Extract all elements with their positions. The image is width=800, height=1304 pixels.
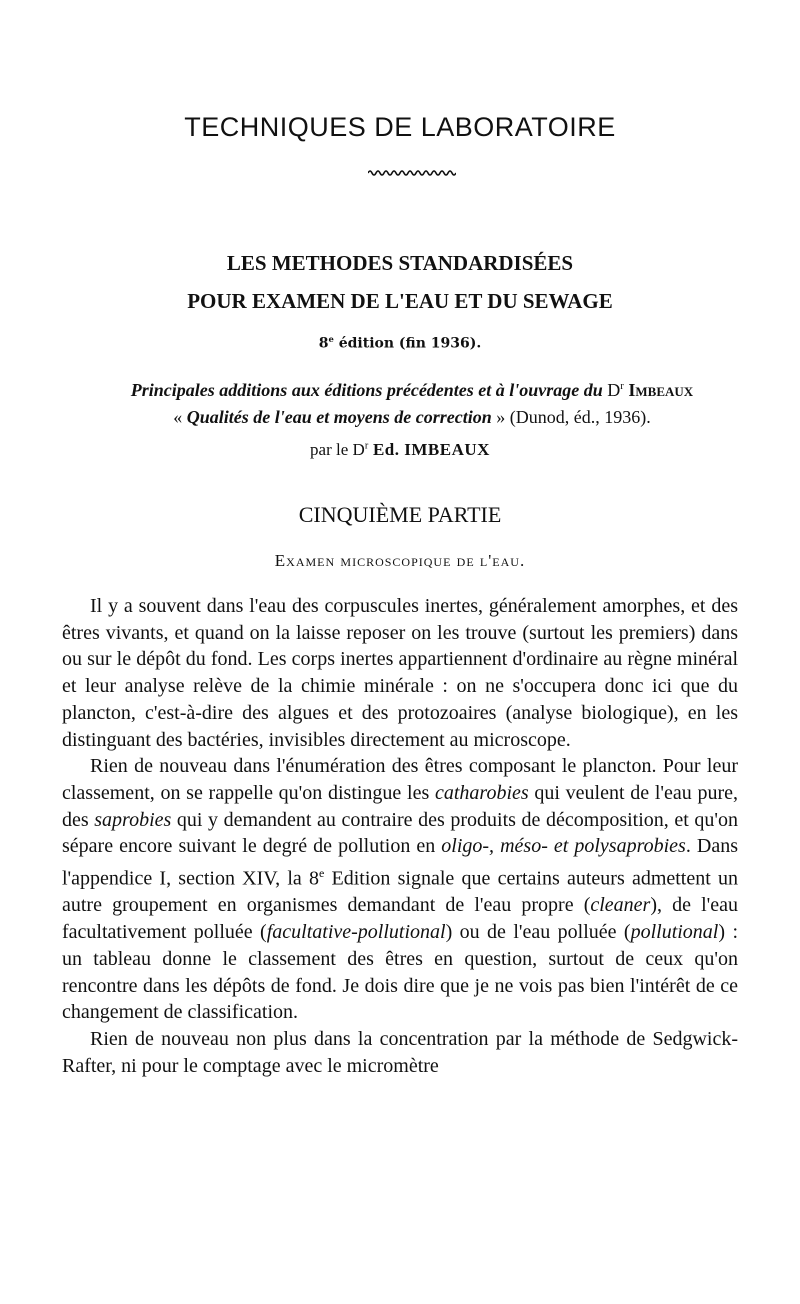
article-title: [0, 244, 800, 320]
edition-superscript: e: [328, 334, 334, 344]
text-run: . Dans l'appendice I, section XIV, la 8: [62, 835, 738, 890]
edition-note: [0, 334, 800, 352]
additions-author: Imbeaux: [623, 380, 694, 400]
section-title: TECHNIQUES DE LABORATOIRE: [184, 112, 616, 142]
additions-dr: D: [602, 380, 621, 400]
text-run: Rien de nouveau dans l'énumération des êtres composant le plancton. Pour leur classement, on se rappelle qu'on distingue les: [62, 755, 738, 804]
text-run: ) : un tableau donne le classement des êtres en question, surtout de ceux qu'on rencontre dans les dépôts de fond. Je dois dire que je ne vois pas bien l'intérêt de ce changement de classification.: [62, 921, 738, 1024]
text-run: qui y demandent au contraire des produits de décomposition, et qu'on sépare encore suivant le degré de pollution en: [62, 808, 738, 858]
additions-italic: Principales additions aux éditions précédentes et à l'ouvrage du: [130, 380, 603, 400]
quote-close-publisher: » (Dunod, éd., 1936).: [491, 407, 651, 427]
byline-author: Ed. IMBEAUX: [368, 440, 490, 459]
text-run: qui veulent de l'eau pure, des: [62, 781, 738, 831]
term-catharobies: catharobies: [434, 781, 529, 804]
referenced-work-title: Qualités de l'eau et moyens de correction: [186, 407, 492, 427]
byline: [0, 440, 800, 460]
paragraph-2: [62, 753, 738, 1026]
byline-prefix: par le D: [310, 440, 365, 459]
article-title-line-2: POUR EXAMEN DE L'EAU ET DU SEWAGE: [187, 289, 613, 313]
term-polysaprobies: oligo-, méso- et polysaprobies: [441, 835, 686, 858]
text-run: ), de l'eau facultativement polluée (: [62, 894, 739, 944]
body-text: [62, 593, 738, 1079]
paragraph-1: Il y a souvent dans l'eau des corpuscules inertes, généralement amorphes, et des êtres vivants, et quand on la laisse reposer on les trouve (surtout les premiers) dans ou sur le dépôt du fond. Les corps inertes appartiennent d'ordinaire au règne minéral et leur analyse relève de la chimie minérale : on ne s'occupera donc ici que du plancton, c'est-à-dire des algues et des protozoaires (analyse biologique), en les distinguant des bactéries, invisibles directement au microscope.: [62, 595, 738, 751]
additions-dr-superscript: r: [620, 380, 624, 392]
additions-line-1: [62, 373, 762, 404]
quote-open: «: [173, 407, 187, 427]
term-cleaner: cleaner: [590, 894, 651, 917]
term-facultative-pollutional: facultative-pollutional: [266, 921, 446, 944]
edition-superscript: e: [319, 866, 325, 881]
byline-superscript: r: [364, 440, 369, 452]
part-title: CINQUIÈME PARTIE: [298, 502, 502, 527]
term-pollutional: pollutional: [630, 921, 719, 944]
additions-note: [62, 373, 762, 431]
text-run: ) ou de l'eau polluée (: [445, 921, 631, 944]
edition-text: édition (fin 1936).: [333, 335, 482, 352]
chapter-subtitle: Examen microscopique de l'eau.: [274, 551, 526, 570]
wavy-rule-ornament: [368, 168, 456, 178]
article-title-line-1: LES METHODES STANDARDISÉES: [226, 251, 574, 275]
additions-line-2: [62, 404, 762, 431]
edition-number: 8: [318, 335, 329, 352]
text-run: Edition signale que certains auteurs admettent un autre groupement en organismes demandant de l'eau propre (: [62, 867, 739, 917]
paragraph-3: Rien de nouveau non plus dans la concentration par la méthode de Sedgwick-Rafter, ni pour le comptage avec le micromètre: [62, 1027, 738, 1077]
term-saprobies: saprobies: [94, 808, 172, 831]
